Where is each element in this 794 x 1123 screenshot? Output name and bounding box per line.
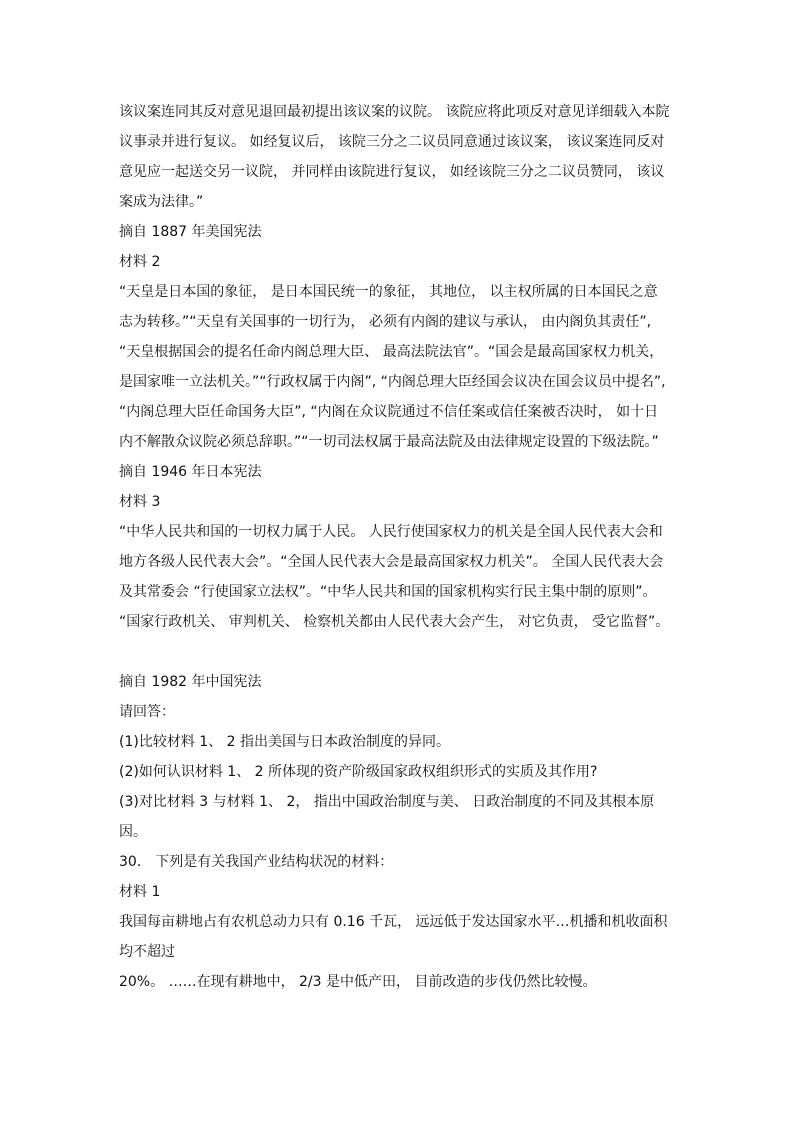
question-item: (2)如何认识材料 1、 2 所体现的资产阶级国家政权组织形式的实质及其作用? [119, 764, 598, 780]
question-item: (1)比较材料 1、 2 指出美国与日本政治制度的异同。 [119, 734, 450, 750]
source-line: 摘自 1887 年美国宪法 [119, 224, 262, 240]
question-number: 30． 下列是有关我国产业结构状况的材料： [119, 854, 394, 870]
text-line: 20%。 ……在现有耕地中， 2/3 是中低产田， 目前改造的步伐仍然比较慢。 [119, 974, 597, 990]
text-line: 志为转移。”“天皇有关国事的一切行为， 必须有内阁的建议与承认， 由内阁负其责任”, [119, 314, 652, 330]
material-heading: 材料 2 [119, 254, 161, 270]
text-line: “内阁总理大臣任命国务大臣”, “内阁在众议院通过不信任案或信任案被否决时， 如十日 [119, 404, 659, 420]
text-line: 案成为法律。” [119, 194, 204, 210]
text-line: 内不解散众议院必须总辞职。”“一切司法权属于最高法院及由法律规定设置的下级法院。” [119, 434, 659, 450]
text-line: 议事录并进行复议。 如经复议后， 该院三分之二议员同意通过该议案， 该议案连同反对 [119, 134, 665, 150]
text-line: 因。 [119, 824, 147, 840]
text-line: “中华人民共和国的一切权力属于人民。 人民行使国家权力的机关是全国人民代表大会和 [119, 524, 663, 540]
text-line: 是国家唯一立法机关。”“行政权属于内阁”, “内阁总理大臣经国会议决在国会议员中提名”, [119, 374, 666, 390]
text-line: 意见应一起送交另一议院， 并同样由该院进行复议， 如经该院三分之二议员赞同， 该议 [119, 164, 665, 180]
text-line: 及其常委会 “行使国家立法权”。“中华人民共和国的国家机构实行民主集中制的原则”。 [119, 584, 657, 600]
question-heading: 请回答： [119, 704, 175, 720]
text-line: “国家行政机关、 审判机关、 检察机关都由人民代表大会产生， 对它负责， 受它监督”。 [119, 614, 670, 630]
source-line: 摘自 1946 年日本宪法 [119, 464, 262, 480]
question-item: (3)对比材料 3 与材料 1、 2， 指出中国政治制度与美、 日政治制度的不同及其根本原 [119, 794, 655, 810]
material-heading: 材料 3 [119, 494, 161, 510]
text-line: “天皇是日本国的象征， 是日本国民统一的象征， 其地位， 以主权所属的日本国民之意 [119, 284, 658, 300]
text-line: 我国每亩耕地占有农机总动力只有 0.16 千瓦， 远远低于发达国家水平…机播和机收面积 [119, 914, 668, 930]
text-line: 均不超过 [119, 944, 175, 960]
text-line: “天皇根据国会的提名任命内阁总理大臣、 最高法院法官”。“国会是最高国家权力机关， [119, 344, 664, 360]
text-line: 该议案连同其反对意见退回最初提出该议案的议院。 该院应将此项反对意见详细载入本院 [119, 104, 670, 120]
material-heading: 材料 1 [119, 884, 161, 900]
source-line: 摘自 1982 年中国宪法 [119, 674, 262, 690]
text-line: 地方各级人民代表大会”。“全国人民代表大会是最高国家权力机关”。 全国人民代表大会 [119, 554, 664, 570]
